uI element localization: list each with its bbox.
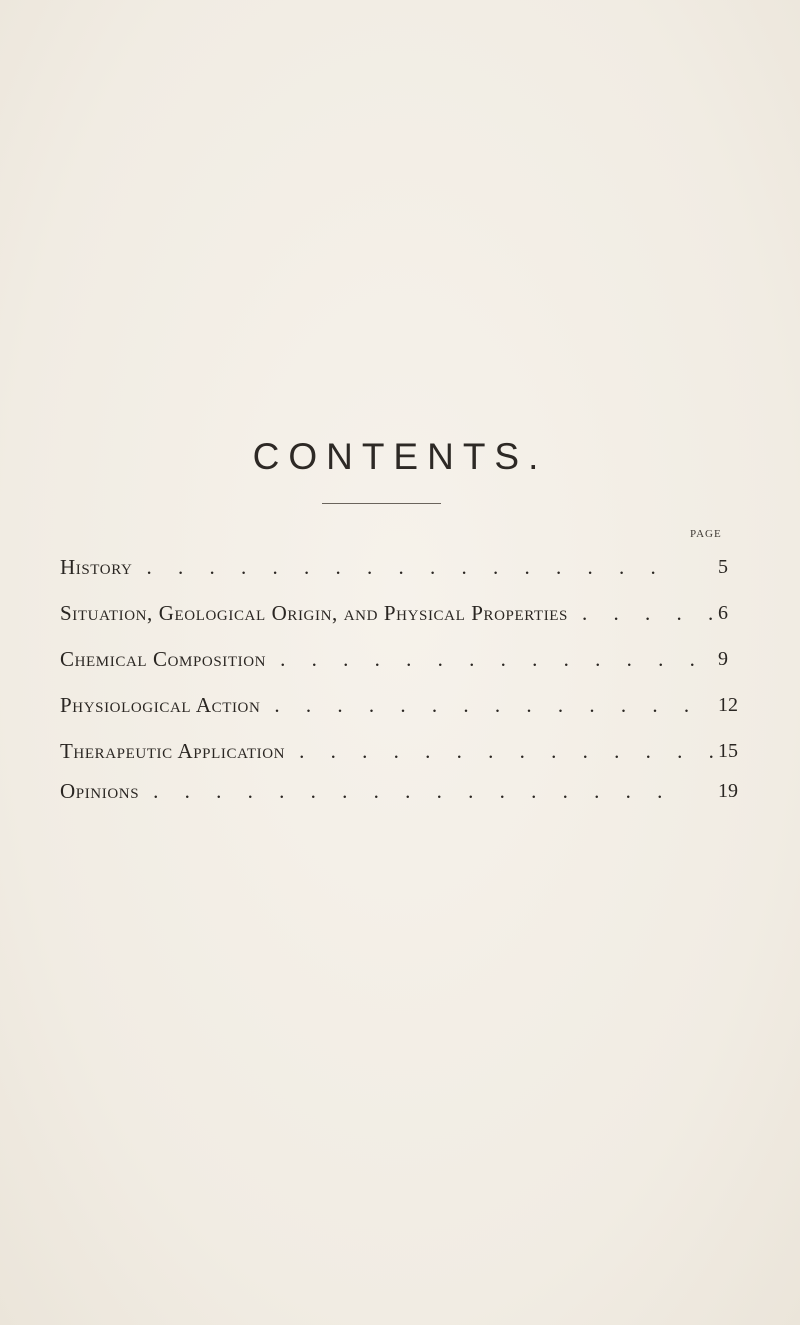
- toc-entry-label: History: [60, 555, 133, 579]
- dot-leader: [285, 737, 714, 765]
- dot-leader: [568, 599, 714, 627]
- toc-entry-page: 19: [718, 780, 738, 802]
- dot-leader: [260, 691, 714, 719]
- page-column-label: PAGE: [690, 528, 722, 540]
- toc-entry-page: 6: [718, 602, 728, 624]
- toc-entry-label: Opinions: [60, 779, 140, 803]
- toc-entry-physiological-action[interactable]: [60, 673, 750, 719]
- dot-leader: [266, 645, 714, 673]
- toc-entry-label: Situation, Geological Origin, and Physical Properties: [60, 601, 568, 625]
- toc-entry-page: 15: [718, 740, 738, 762]
- toc-entry-label: Chemical Composition: [60, 647, 267, 671]
- toc-entry-page: 12: [718, 694, 738, 716]
- toc-entry-label: Therapeutic Application: [60, 739, 286, 763]
- page-title: CONTENTS.: [252, 436, 548, 477]
- toc-entry-page: 5: [718, 556, 728, 578]
- toc-entry-opinions[interactable]: [60, 765, 750, 805]
- toc-entry-therapeutic-application[interactable]: [60, 719, 750, 765]
- table-of-contents: [60, 540, 750, 805]
- toc-entry-label: Physiological Action: [60, 693, 261, 717]
- toc-entry-situation[interactable]: [60, 581, 750, 627]
- title-rule-divider: [322, 503, 441, 504]
- toc-entry-history[interactable]: [60, 540, 750, 581]
- dot-leader: [132, 553, 714, 581]
- dot-leader: [139, 777, 714, 805]
- toc-entry-chemical-composition[interactable]: [60, 627, 750, 673]
- toc-entry-page: 9: [718, 648, 728, 670]
